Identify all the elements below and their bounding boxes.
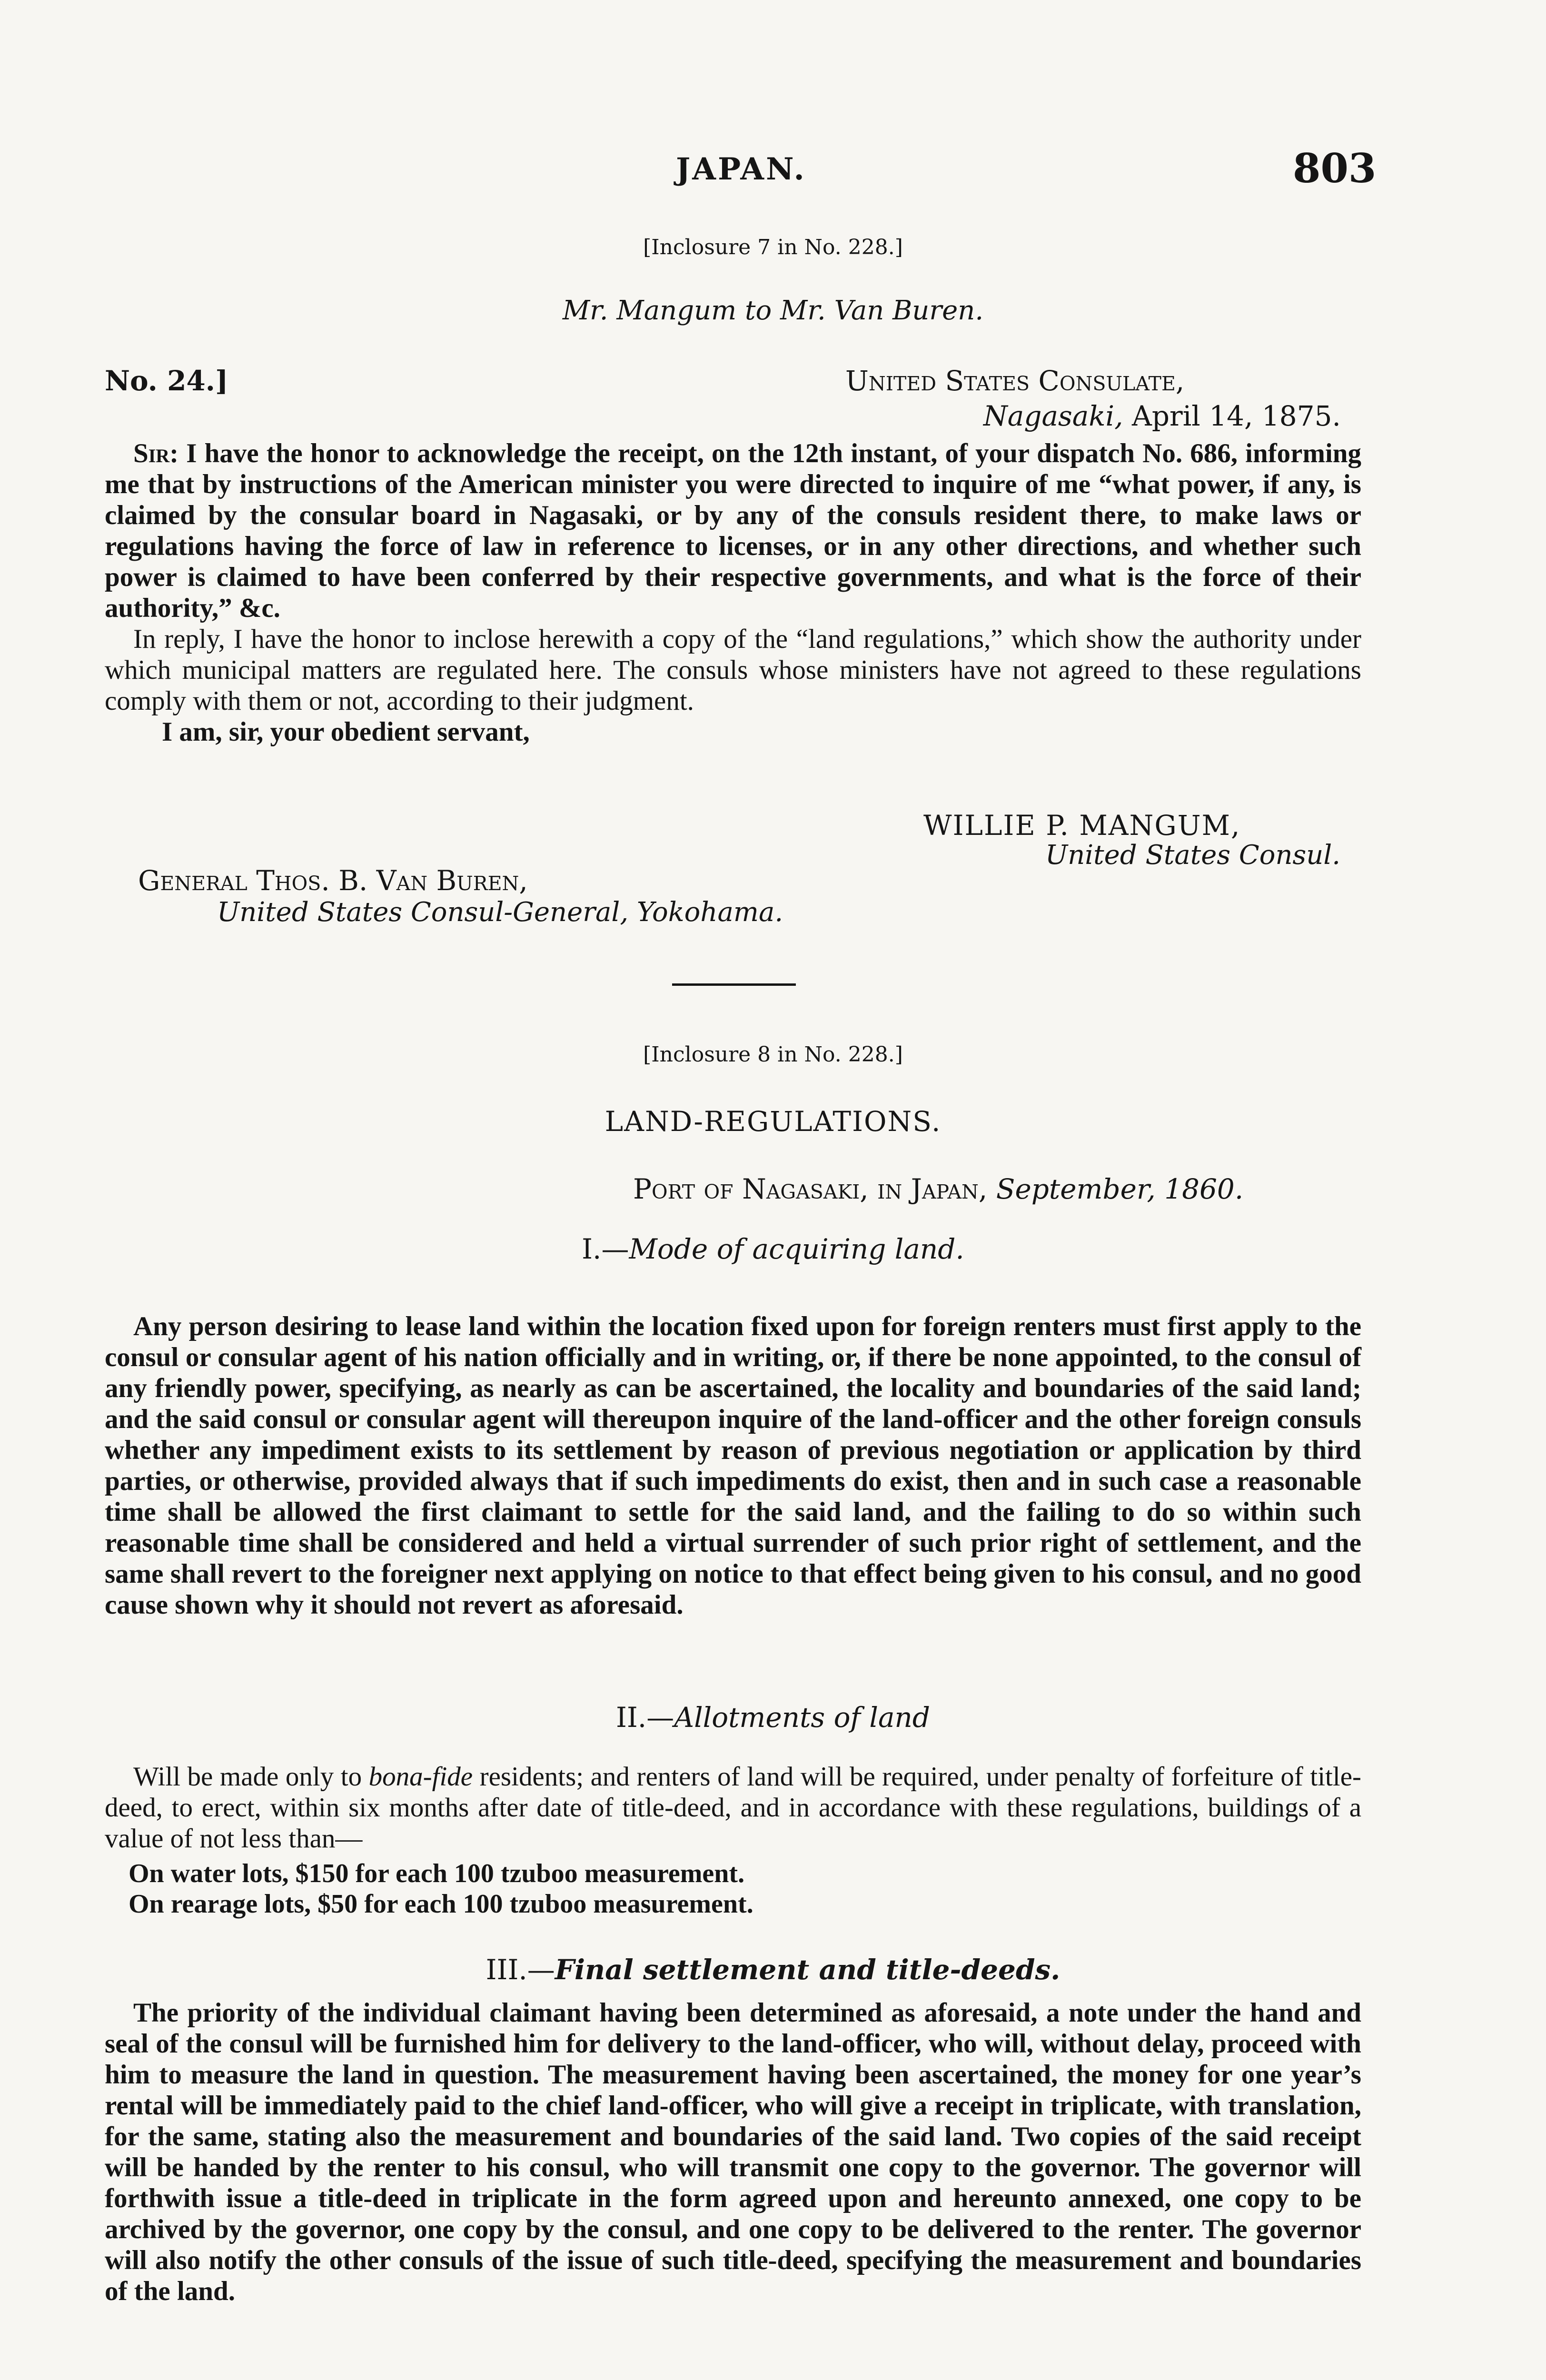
- section-2-body: [105, 1761, 1361, 1854]
- section-1-text: Any person desiring to lease land within the location fixed upon for foreign renters must first apply to the consul or consular agent of his nation officially and in writing, or, if there be none appointed, to the consul of any friendly power, specifying, as nearly as can be ascertained, the locality and boundaries of the said land; and the said consul or consular agent will thereupon inquire of the land-officer and the other foreign consuls whether any impediment exists to its settlement by reason of previous negotiation or application by third parties, or otherwise, provided always that if such impediments do exist, then and in such case a reasonable time shall be allowed the first claimant to settle for the said land, and the failing to do so within such reasonable time shall be considered and held a virtual surrender of such prior right of settlement, and the same shall revert to the foreigner next applying on notice to that effect being given to his consul, and no good cause shown why it should not revert as aforesaid.: [105, 1311, 1361, 1620]
- section-2-title: Allotments of land: [674, 1701, 931, 1734]
- port-line: [633, 1173, 1243, 1205]
- addressee-name: General Thos. B. Van Buren,: [138, 864, 528, 897]
- letter-dateline: [983, 400, 1341, 432]
- salutation: Sir:: [133, 438, 179, 468]
- addressee-title: United States Consul-General, Yokohama.: [217, 897, 783, 928]
- section-2-item-2: On rearage lots, $50 for each 100 tzuboo measurement.: [129, 1889, 753, 1919]
- page-number: 803: [1293, 145, 1377, 192]
- section-3-number: III.—: [486, 1954, 555, 1986]
- dateline-date: April 14, 1875.: [1131, 400, 1341, 432]
- section-2-heading: [0, 1701, 1546, 1734]
- section-2-number: II.—: [615, 1701, 674, 1734]
- consulate-place: United States Consulate,: [845, 365, 1185, 397]
- section-2-text-italic: bona-fide: [368, 1762, 473, 1792]
- letter-paragraph-1: [105, 438, 1361, 624]
- paragraph-1-text: I have the honor to acknowledge the receipt, on the 12th instant, of your dispatch No. 686, informing me that by instructions of the American minister you were directed to inquire of me “what power, if any, is claimed by the consular board in Nagasaki, or by any of the consuls resident there, to make laws or regulations having the force of law in reference to licenses, or in any other directions, and whether such power is claimed to have been conferred by their respective governments, and what is the force of their authority,” &c.: [105, 438, 1362, 623]
- signer-title: United States Consul.: [1045, 840, 1341, 871]
- section-2-text-a: Will be made only to: [133, 1762, 362, 1792]
- section-1-heading: [0, 1233, 1546, 1265]
- section-2-text: [105, 1761, 1361, 1854]
- running-head: JAPAN.: [676, 151, 806, 187]
- inclosure-7-label: [Inclosure 7 in No. 228.]: [643, 235, 903, 259]
- section-1-number: I.—: [582, 1233, 629, 1265]
- regulations-heading: LAND-REGULATIONS.: [605, 1105, 941, 1138]
- signer-name: WILLIE P. MANGUM,: [923, 809, 1241, 842]
- inclosure-8-label: [Inclosure 8 in No. 228.]: [643, 1042, 903, 1067]
- port-date: September, 1860.: [996, 1173, 1244, 1205]
- dispatch-number: No. 24.]: [105, 365, 228, 397]
- section-3-title: Final settlement and title-deeds.: [555, 1954, 1060, 1986]
- section-3-heading: [0, 1954, 1546, 1986]
- letter-closing: I am, sir, your obedient servant,: [162, 717, 530, 747]
- section-divider: [672, 983, 796, 986]
- letter-body: [105, 438, 1361, 747]
- dateline-place: Nagasaki,: [983, 400, 1123, 432]
- section-2-item-1: On water lots, $150 for each 100 tzuboo measurement.: [129, 1859, 745, 1888]
- port-name: Port of Nagasaki, in Japan,: [633, 1173, 988, 1205]
- section-3-body: [105, 1997, 1361, 2307]
- section-1-body: [105, 1311, 1361, 1620]
- section-2-text-b: residents; and renters of land will be required, under penalty of forfeiture of title-deed, to erect, within six months after date of title-deed, and in accordance with these regulations, buildings of a value of not less than—: [105, 1762, 1362, 1854]
- letter-paragraph-2: In reply, I have the honor to inclose herewith a copy of the “land regulations,” which show the authority under which municipal matters are regulated here. The consuls whose ministers have not agreed to these regulations comply with them or not, according to their judgment.: [105, 624, 1361, 716]
- section-3-text: The priority of the individual claimant having been determined as aforesaid, a note under the hand and seal of the consul will be furnished him for delivery to the land-officer, who will, without delay, proceed with him to measure the land in question. The measurement having been ascertained, the money for one year’s rental will be immediately paid to the chief land-officer, who will give a receipt in triplicate, with translation, for the same, stating also the measurement and boundaries of the said land. Two copies of the said receipt will be handed by the renter to his consul, who will transmit one copy to the governor. The governor will forthwith issue a title-deed in triplicate in the form agreed upon and hereunto annexed, one copy to be archived by the governor, one copy by the consul, and one copy to be delivered to the renter. The governor will also notify the other consuls of the issue of such title-deed, specifying the measurement and boundaries of the land.: [105, 1998, 1361, 2306]
- letter-title: Mr. Mangum to Mr. Van Buren.: [562, 295, 984, 326]
- section-1-title: Mode of acquiring land.: [629, 1233, 964, 1265]
